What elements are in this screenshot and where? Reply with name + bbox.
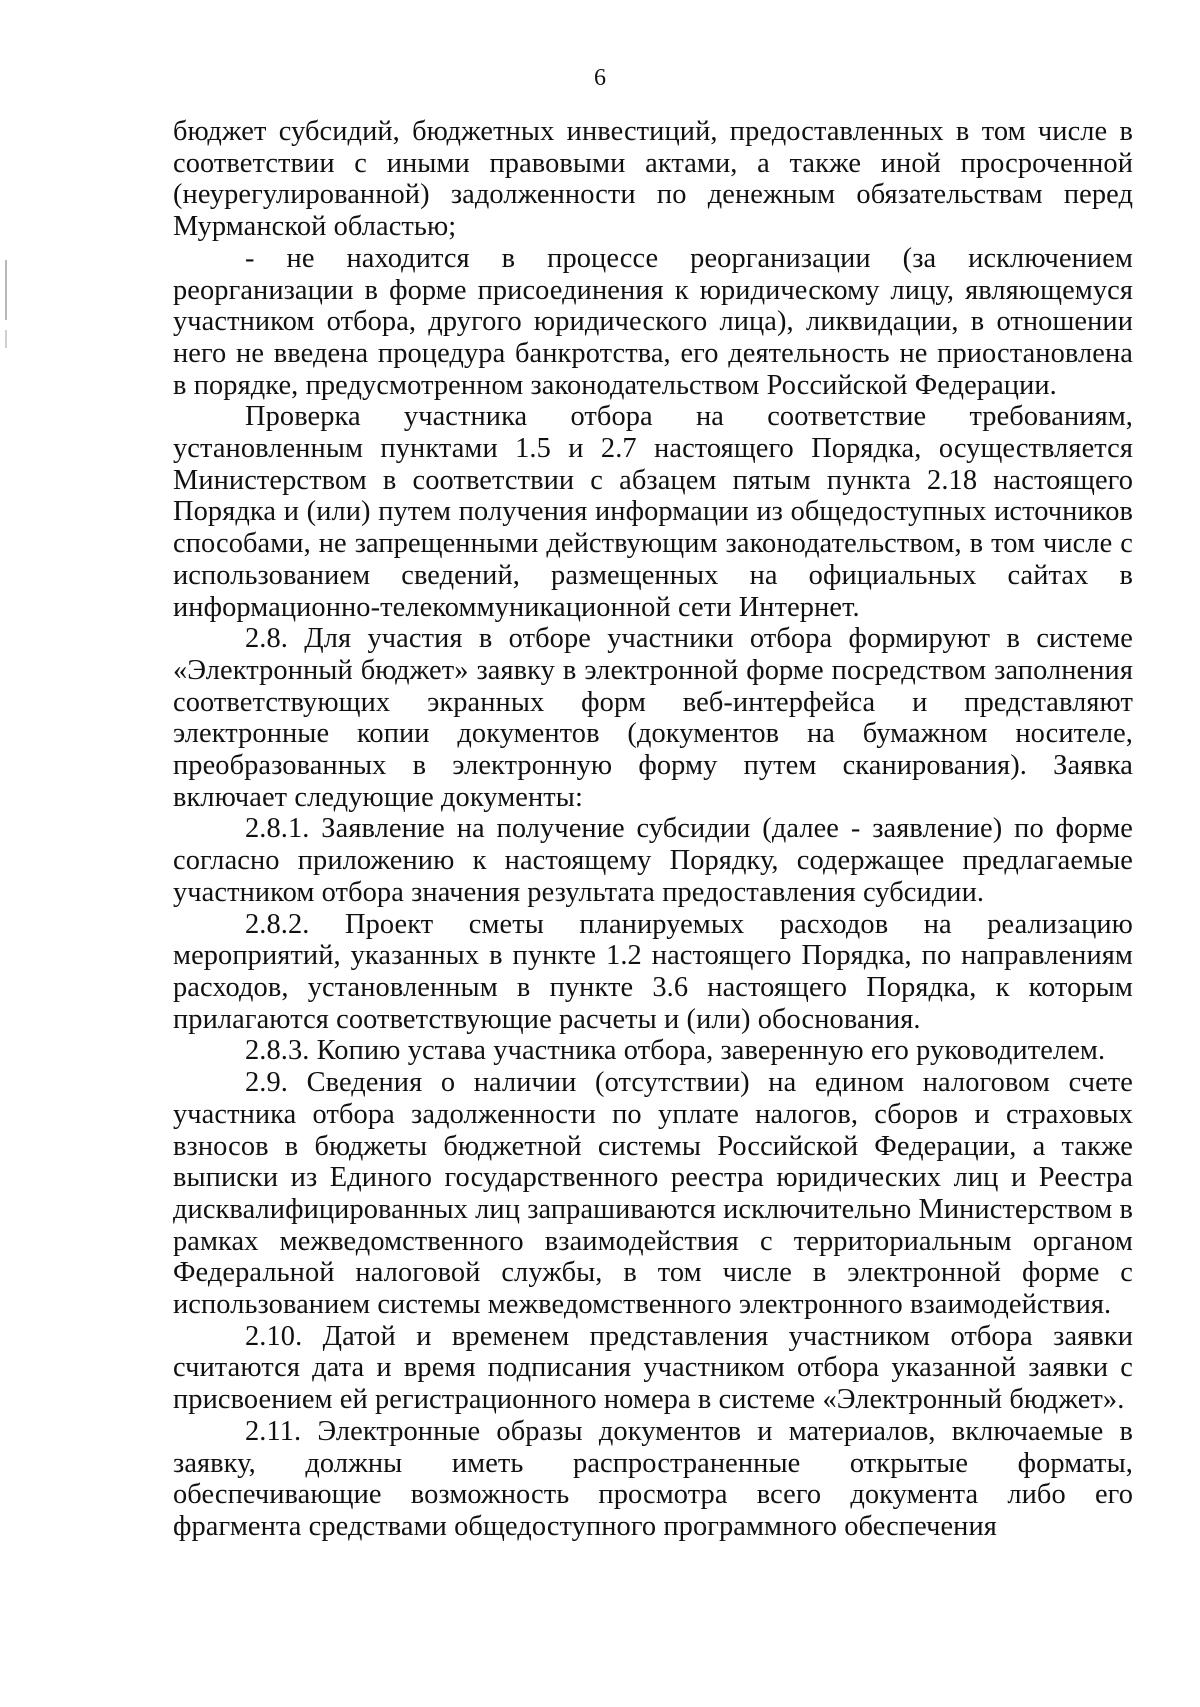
scan-mark	[5, 260, 7, 320]
paragraph-2-8-3: 2.8.3. Копию устава участника отбора, заверенную его руководителем.	[245, 1035, 1106, 1067]
page-number: 6	[594, 65, 606, 91]
paragraph-2-8-2: 2.8.2. Проект сметы планируемых расходов на реализацию мероприятий, указанных в пункте 1.2 настоящего Порядка, по направлениям расходов, установленным в пункте 3.6 настоящего Порядка, к которым прилагаются соответствующие расчеты и (или) обоснования.	[173, 908, 1133, 1035]
paragraph-2-8-1: 2.8.1. Заявление на получение субсидии (далее - заявление) по форме согласно приложению к настоящему Порядку, содержащее предлагаемые участником отбора значения результата предоставления субсидии.	[173, 813, 1133, 908]
paragraph-2-10: 2.10. Датой и временем представления участником отбора заявки считаются дата и время подписания участником отбора указанной заявки с присвоением ей регистрационного номера в системе «Электронный бюджет».	[173, 1320, 1133, 1416]
paragraph-2-11: 2.11. Электронные образы документов и материалов, включаемые в заявку, должны иметь распространенные открытые форматы, обеспечивающие возможность просмотра всего документа либо его фрагмента средствами общедоступного программного обеспечения	[173, 1415, 1133, 1542]
paragraph-2-8: 2.8. Для участия в отборе участники отбора формируют в системе «Электронный бюджет» заявку в электронной форме посредством заполнения соответствующих экранных форм веб-интерфейса и представляют электронные копии документов (документов на бумажном носителе, преобразованных в электронную форму путем сканирования). Заявка включает следующие документы:	[173, 623, 1133, 813]
paragraph-verification: Проверка участника отбора на соответствие требованиям, установленным пунктами 1.5 и 2.7 настоящего Порядка, осуществляется Министерством в соответствии с абзацем пятым пункта 2.18 настоящего Порядка и (или) путем получения информации из общедоступных источников способами, не запрещенными действующим законодательством, в том числе с использованием сведений, размещенных на официальных сайтах в информационно-телекоммуникационной сети Интернет.	[173, 401, 1133, 623]
scan-margin-marks	[5, 260, 9, 350]
paragraph-requirement-reorganization: - не находится в процессе реорганизации (за исключением реорганизации в форме присоединения к юридическому лицу, являющемуся участником отбора, другого юридического лица), ликвидации, в отношении него не введена процедура банкротства, его деятельность не приостановлена в порядке, предусмотренном законодательством Российской Федерации.	[173, 242, 1133, 401]
scan-mark	[5, 330, 7, 348]
document-body	[173, 116, 1133, 1543]
paragraph-2-9: 2.9. Сведения о наличии (отсутствии) на едином налоговом счете участника отбора задолженности по уплате налогов, сборов и страховых взносов в бюджеты бюджетной системы Российской Федерации, а также выписки из Единого государственного реестра юридических лиц и Реестра дисквалифицированных лиц запрашиваются исключительно Министерством в рамках межведомственного взаимодействия с территориальным органом Федеральной налоговой службы, в том числе в электронной форме с использованием системы межведомственного электронного взаимодействия.	[173, 1067, 1133, 1321]
paragraph-continuation: бюджет субсидий, бюджетных инвестиций, предоставленных в том числе в соответствии с иными правовыми актами, а также иной просроченной (неурегулированной) задолженности по денежным обязательствам перед Мурманской областью;	[173, 116, 1133, 243]
